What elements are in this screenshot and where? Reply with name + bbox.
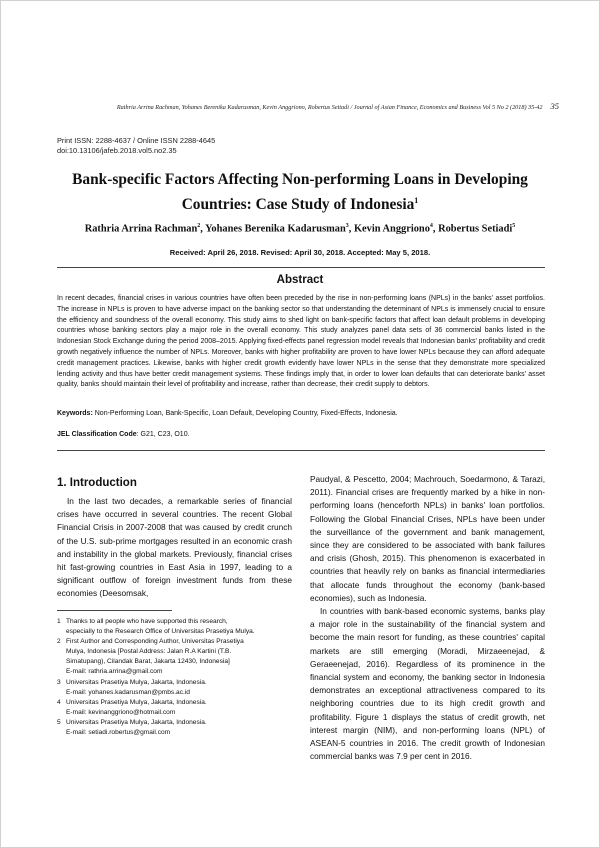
title-footnote-mark: 1 (414, 196, 419, 205)
abstract-heading: Abstract (276, 274, 324, 286)
footnote-number: 4 (57, 698, 61, 706)
abstract-top-rule (57, 267, 545, 268)
issn-block (57, 136, 215, 156)
author-name: Kevin Anggriono (353, 223, 430, 235)
footnote-line: E-mail: yohanes.kadarusman@pmbs.ac.id (66, 688, 190, 696)
footnote-line: E-mail: rathria.arrina@gmail.com (66, 668, 163, 676)
paper-title (71, 169, 529, 215)
author-mark: 3 (345, 223, 349, 229)
keywords (57, 409, 545, 419)
footnote-line: Universitas Prasetiya Mulya, Jakarta, Indonesia. (66, 718, 207, 726)
author-name: Robertus Setiadi (438, 223, 513, 235)
running-header-text: Rathria Arrina Rachman, Yohanes Berenika Kadarusman, Kevin Anggriono, Robertus Setiadi / Journal of Asian Finance, Economics and Business Vol 5 No 2 (2018) 35-42 (116, 104, 543, 111)
footnote-number: 1 (57, 618, 61, 625)
author-mark: 4 (429, 223, 433, 229)
footnote-line: E-mail: kevinanggriono@hotmail.com (66, 708, 176, 716)
page-number: 35 (550, 101, 559, 111)
abstract-text: In recent decades, financial crises in various countries have often been preceded by the rise in non-performing loans (NPLs) in the banks' asset portfolios. The increase in NPLs is proven to have adverse impact on the banking sector so that understanding the determinant of NPLs is immensely crucial to ensure the efficiency and soundness of the overall economy. This study aims to shed light on bank-specific factors that affect loan default problems in developing countries whose banking sectors play a major role in the overall economy. This study analyzes panel data sets of 36 commercial banks listed in the Indonesian Stock Exchange during the period 2008–2015. Applying fixed-effects panel regression model reveals that Indonesian banks' profitability and credit growth negatively influence the number of NPLs. Moreover, banks with higher profitability are proven to have lower NPLs because they can afford adequate credit management practices. Likewise, banks with higher credit growth evidently have lower NPLs in the sense that they demonstrate more specialized lending activity and thus have better credit management systems. These findings imply that, in order to lower loan defaults that can deteriorate banks' asset quality, banks should maintain their level of profitability and increase, rather than decrease, their credit supply to debtors. (57, 295, 545, 389)
jel-codes (57, 430, 545, 440)
footnote-line: Simatupang), Cilandak Barat, Jakarta 12430, Indonesia] (66, 658, 230, 666)
author-list: Rathria Arrina Rachman$^2$, Yohanes Berenika Kadarusman$^3$, Kevin Anggriono$^4$, Robertus Setiadi$^5$ (84, 223, 516, 235)
footnote-line: E-mail: setiadi.robertus@gmail.com (66, 729, 171, 737)
footnote-line: First Author and Corresponding Author, Universitas Prasetiya (66, 638, 244, 646)
received-dates: Received: April 26, 2018. Revised: April 30, 2018. Accepted: May 5, 2018. (169, 248, 431, 257)
title-line-2: Countries: Case Study of Indonesia (181, 196, 415, 214)
footnote-line: Thanks to all people who have supported this research, (66, 618, 228, 625)
footnotes (57, 617, 297, 738)
author-name: Rathria Arrina Rachman (84, 223, 198, 235)
footnote-line: Universitas Prasetiya Mulya, Jakarta, Indonesia. (66, 698, 207, 706)
jel-text: : G21, C23, O10. (136, 431, 190, 438)
keywords-text: Non-Performing Loan, Bank-Specific, Loan Default, Developing Country, Fixed-Effects, Indonesia. (94, 410, 398, 417)
intro-right-column (310, 473, 545, 763)
section-heading-introduction: 1. Introduction (57, 477, 137, 489)
footnote-line: Universitas Prasetiya Mulya, Jakarta, Indonesia. (66, 678, 207, 686)
author-name: Yohanes Berenika Kadarusman (205, 223, 346, 235)
intro-right-paragraph-2: In countries with bank-based economic systems, banks play a major role in the sustainability of the financial system and become the main resort for funding, as these countries' capital markets are still emerging (Moradi, Mirzaeenejad, & Geraeenejad, 2016). Regardless of its prominence in the financial system and economy, the banking sector in Indonesia demonstrates an exceptional attractiveness compared to its neighboring countries due to its high credit growth and profitability. Figure 1 displays the status of credit growth, net interest margin (NIM), and non-performing loans (NPL) of ASEAN-5 countries in 2016. The credit growth of Indonesian commercial banks was 7.9 per cent in 2016. (310, 606, 545, 762)
abstract-bottom-rule (57, 450, 545, 451)
doi-line: doi:10.13106/jafeb.2018.vol5.no2.35 (57, 146, 177, 155)
title-line-1: Bank-specific Factors Affecting Non-performing Loans in Developing (72, 171, 528, 188)
footnote-rule (57, 610, 172, 611)
footnote-item (57, 637, 297, 677)
issn-line: Print ISSN: 2288-4637 / Online ISSN 2288-4645 (57, 136, 216, 145)
author-mark: 2 (197, 223, 201, 229)
keywords-label: Keywords: (57, 410, 93, 417)
intro-left-paragraph: In the last two decades, a remarkable series of financial crises have occurred in several countries. The recent Global Financial Crisis in 2007-2008 that was caused by credit crunch of the U.S. sub-prime mortgages resulted in an economic crash and instability in the global markets. Previously, financial crises hit fast-growing countries in East Asia in 1997, leading to a significant outflow of foreign investment funds from these economies (Deesomsak, (57, 496, 292, 599)
intro-right-paragraph-1: Paudyal, & Pescetto, 2004; Machrouch, Soedarmono, & Tarazi, 2011). Financial crises are frequently marked by a hike in non-performing loans (henceforth NPLs) in banks' loan portfolios. Following the Global Financial Crises, NPLs have been under the surveillance of the government and bank management, since they are considered to be associated with bank failures and crisis (Ghosh, 2015). This phenomenon is exacerbated in countries that heavily rely on banks as financial intermediaries that allocate funds throughout the economy (bank-based economies), such as Indonesia. (310, 474, 545, 603)
footnote-item (57, 698, 297, 718)
footnote-line: Mulya, Indonesia [Postal Address: Jalan R.A Kartini (T.B. (66, 648, 232, 656)
footnote-item (57, 718, 297, 738)
footnote-number: 2 (57, 638, 61, 646)
footnote-line: especially to the Research Office of Universitas Prasetiya Mulya. (66, 628, 255, 636)
jel-label: JEL Classification Code (57, 431, 137, 438)
running-header (41, 101, 559, 111)
footnote-item (57, 678, 297, 698)
footnote-item (57, 617, 297, 637)
footnote-number: 5 (57, 718, 61, 726)
footnote-number: 3 (57, 678, 61, 686)
author-mark: 5 (512, 223, 516, 229)
